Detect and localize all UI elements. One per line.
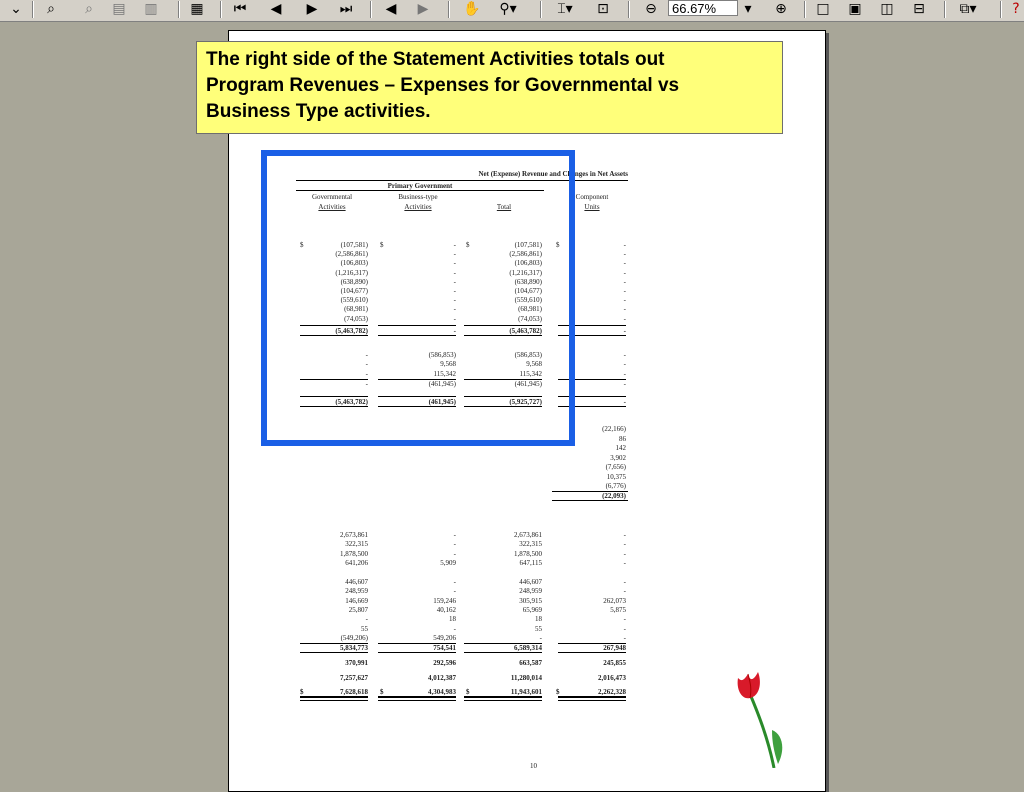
statement-cell: - <box>623 615 626 624</box>
statement-cell: - <box>623 277 626 286</box>
statement-cell: (2,586,861) <box>509 250 542 259</box>
statement-cell: 5,834,773 <box>340 644 368 652</box>
rotate-view-icon[interactable]: ⧉▾ <box>959 1 977 17</box>
statement-cell: - <box>623 540 626 549</box>
statement-cell: (638,890) <box>340 277 368 286</box>
component-cell: (22,166) <box>602 425 626 433</box>
dollar-sign: $ <box>556 241 560 249</box>
statement-cell: (107,581) <box>340 241 368 249</box>
statement-cell: 5,875 <box>610 605 626 614</box>
reflow-icon[interactable]: ⊟ <box>913 1 925 17</box>
statement-cell: - <box>453 305 456 314</box>
statement-cell: - <box>453 314 456 323</box>
statement-cell: - <box>365 380 368 388</box>
col-header-governmental: Governmental <box>311 193 353 201</box>
statement-cell: - <box>623 241 626 249</box>
statement-cell: (5,463,782) <box>335 327 368 335</box>
statement-cell: 4,012,387 <box>428 674 456 682</box>
statement-cell: - <box>365 360 368 369</box>
statement-cell: - <box>453 327 456 335</box>
statement-cell: (638,890) <box>514 277 542 286</box>
statement-cell: 663,587 <box>519 659 542 667</box>
statement-cell: (1,216,317) <box>509 268 542 277</box>
statement-cell: (107,581) <box>514 241 542 249</box>
statement-heading: Net (Expense) Revenue and Changes in Net Assets <box>478 170 628 178</box>
statement-cell: 9,568 <box>526 360 542 369</box>
statement-cell: (5,463,782) <box>335 398 368 406</box>
statement-cell: 267,948 <box>603 644 626 652</box>
statement-cell: 322,315 <box>519 540 542 549</box>
statement-cell: 2,016,473 <box>598 674 626 682</box>
statement-cell: 146,669 <box>345 596 368 605</box>
statement-cell: - <box>623 268 626 277</box>
statement-cell: - <box>623 305 626 314</box>
dollar-sign: $ <box>300 241 304 249</box>
statement-cell: - <box>453 259 456 268</box>
rule-line <box>558 652 626 653</box>
statement-cell: 2,673,861 <box>514 531 542 539</box>
statement-cell: 2,262,328 <box>598 688 626 696</box>
statement-cell: (68,981) <box>344 305 368 314</box>
rule-line <box>552 500 628 501</box>
col-header-activities-gov: Activities <box>318 203 346 211</box>
component-cell: 3,902 <box>610 453 626 462</box>
zoom-dropdown-icon[interactable]: ▾ <box>744 1 752 17</box>
callout-line-3: Business Type activities. <box>206 101 431 122</box>
statement-cell: 18 <box>535 615 542 624</box>
statement-cell: 11,280,014 <box>510 674 542 682</box>
statement-cell: - <box>453 287 456 295</box>
statement-cell: - <box>623 578 626 586</box>
statement-cell: (586,853) <box>514 351 542 359</box>
previous-page-icon[interactable]: ◀ <box>270 1 282 17</box>
statement-cell: 18 <box>449 615 456 624</box>
go-back-icon[interactable]: ◀ <box>385 1 397 17</box>
dollar-sign: $ <box>466 688 470 696</box>
statement-cell: 5,909 <box>440 558 456 567</box>
statement-cell: 1,878,500 <box>340 549 368 558</box>
statement-cell: - <box>623 549 626 558</box>
fit-page-icon[interactable]: ▣ <box>848 1 862 17</box>
statement-cell: - <box>453 250 456 259</box>
statement-cell: (106,803) <box>514 259 542 268</box>
col-header-units: Units <box>584 203 600 211</box>
rule-line <box>464 652 542 653</box>
statement-cell: - <box>623 327 626 335</box>
statement-cell: - <box>623 531 626 539</box>
statement-cell: - <box>623 287 626 295</box>
callout-line-2: Program Revenues – Expenses for Governmental vs <box>206 75 680 96</box>
statement-cell: 754,541 <box>433 644 456 652</box>
statement-cell: - <box>623 380 626 388</box>
statement-cell: 7,257,627 <box>340 674 368 682</box>
statement-cell: - <box>453 531 456 539</box>
statement-cell: 1,878,500 <box>514 549 542 558</box>
dollar-sign: $ <box>380 688 384 696</box>
statement-cell: 25,807 <box>348 605 368 614</box>
dollar-sign: $ <box>380 241 384 249</box>
statement-cell: - <box>623 624 626 633</box>
rule-line <box>300 652 368 653</box>
dollar-sign: $ <box>300 688 304 696</box>
statement-cell: 2,673,861 <box>340 531 368 539</box>
statement-cell: - <box>365 351 368 359</box>
component-cell: 142 <box>615 444 626 452</box>
help-icon[interactable]: ? <box>1012 1 1020 17</box>
statement-cell: 262,073 <box>603 596 626 605</box>
statement-cell: (559,610) <box>514 296 542 305</box>
chevron-down-icon[interactable]: ⌄ <box>10 1 22 17</box>
zoom-level-input[interactable]: 66.67% <box>668 0 738 16</box>
statement-cell: - <box>623 314 626 323</box>
statement-cell: - <box>453 277 456 286</box>
select-text-icon[interactable]: ⌶▾ <box>557 1 573 17</box>
statement-cell: (461,945) <box>428 380 456 388</box>
statement-cell: 370,991 <box>345 659 368 667</box>
fit-width-icon[interactable]: ◫ <box>880 1 894 17</box>
facing-pages-icon[interactable]: ▥ <box>144 1 158 17</box>
statement-cell: (586,853) <box>428 351 456 359</box>
component-cell: (6,776) <box>605 482 626 490</box>
statement-cell: (1,216,317) <box>335 268 368 277</box>
statement-cell: 446,607 <box>519 578 542 586</box>
statement-cell: 159,246 <box>433 596 456 605</box>
statement-cell: 292,596 <box>433 659 456 667</box>
statement-cell: 7,628,618 <box>340 688 368 696</box>
tulip-icon <box>728 668 788 768</box>
statement-cell: - <box>453 296 456 305</box>
actual-size-icon[interactable]: □ <box>816 1 830 17</box>
col-header-business-type: Business-type <box>398 193 438 201</box>
statement-cell: - <box>623 296 626 305</box>
rule-line <box>378 696 456 701</box>
statement-cell: - <box>453 624 456 633</box>
statement-cell: (461,945) <box>514 380 542 388</box>
statement-cell: 115,342 <box>519 369 542 378</box>
find-icon[interactable]: ⌕ <box>47 1 55 17</box>
statement-cell: - <box>365 369 368 378</box>
statement-cell: 55 <box>361 624 368 633</box>
first-page-icon[interactable]: ⏮ <box>233 1 247 17</box>
statement-cell: (104,677) <box>514 287 542 295</box>
component-cell: (7,656) <box>605 463 626 471</box>
component-cell: 10,375 <box>606 472 626 481</box>
statement-cell: (5,463,782) <box>509 327 542 335</box>
statement-cell: 65,969 <box>522 605 542 614</box>
statement-cell: - <box>623 633 626 642</box>
statement-cell: 248,959 <box>519 587 542 596</box>
callout-box <box>196 41 783 134</box>
statement-cell: - <box>539 633 542 642</box>
rule-line <box>378 652 456 653</box>
statement-cell: 647,115 <box>519 558 542 567</box>
statement-cell: (106,803) <box>340 259 368 268</box>
statement-cell: - <box>453 587 456 596</box>
statement-cell: (104,677) <box>340 287 368 295</box>
document-icon[interactable]: ▦ <box>190 1 204 17</box>
statement-cell: (461,945) <box>428 398 456 406</box>
statement-cell: - <box>623 398 626 406</box>
statement-cell: - <box>623 587 626 596</box>
statement-cell: - <box>623 369 626 378</box>
zoom-in-icon[interactable]: ⊕ <box>775 1 787 17</box>
go-forward-icon[interactable]: ▶ <box>417 1 429 17</box>
statement-cell: 4,304,983 <box>428 688 456 696</box>
statement-cell: 641,206 <box>345 558 368 567</box>
zoom-tool-icon[interactable]: ⚲▾ <box>499 1 517 17</box>
component-cell: 86 <box>619 434 626 443</box>
statement-cell: (74,053) <box>344 314 368 323</box>
statement-cell: - <box>623 558 626 567</box>
statement-cell: (559,610) <box>340 296 368 305</box>
zoom-out-icon[interactable]: ⊖ <box>645 1 657 17</box>
col-header-component: Component <box>575 193 609 201</box>
statement-cell: 115,342 <box>433 369 456 378</box>
statement-cell: - <box>623 360 626 369</box>
rule-line <box>464 696 542 701</box>
statement-cell: (68,981) <box>518 305 542 314</box>
dollar-sign: $ <box>466 241 470 249</box>
pdf-toolbar <box>0 0 1024 22</box>
rule-line <box>558 696 626 701</box>
page-number: 10 <box>530 762 537 770</box>
statement-cell: 245,855 <box>603 659 626 667</box>
statement-cell: 248,959 <box>345 587 368 596</box>
primary-government-label: Primary Government <box>387 182 453 190</box>
statement-cell: 6,589,314 <box>514 644 542 652</box>
statement-cell: (74,053) <box>518 314 542 323</box>
find-next-icon[interactable]: ⌕ <box>85 1 93 17</box>
dollar-sign: $ <box>556 688 560 696</box>
page-icon[interactable]: ▤ <box>112 1 126 17</box>
statement-cell: 322,315 <box>345 540 368 549</box>
rule-line <box>300 696 368 701</box>
statement-cell: - <box>365 615 368 624</box>
statement-cell: (2,586,861) <box>335 250 368 259</box>
statement-cell: - <box>453 549 456 558</box>
statement-cell: 40,162 <box>436 605 456 614</box>
statement-cell: - <box>623 250 626 259</box>
statement-cell: (549,206) <box>340 633 368 642</box>
statement-cell: - <box>453 540 456 549</box>
statement-cell: 549,206 <box>433 633 456 642</box>
highlight-box <box>261 150 575 446</box>
statement-cell: 11,943,601 <box>510 688 542 696</box>
component-total: (22,093) <box>602 492 626 500</box>
col-header-activities-bus: Activities <box>404 203 432 211</box>
statement-cell: 305,915 <box>519 596 542 605</box>
last-page-icon[interactable]: ⏭ <box>339 1 353 17</box>
statement-cell: - <box>453 578 456 586</box>
callout-line-1: The right side of the Statement Activities totals out <box>206 49 665 70</box>
statement-cell: - <box>623 351 626 359</box>
statement-cell: 9,568 <box>440 360 456 369</box>
statement-cell: - <box>453 268 456 277</box>
statement-cell: (5,925,727) <box>509 398 542 406</box>
statement-cell: - <box>623 259 626 268</box>
statement-cell: 55 <box>535 624 542 633</box>
statement-cell: - <box>453 241 456 249</box>
statement-cell: 446,607 <box>345 578 368 586</box>
snapshot-icon[interactable]: ⊡ <box>597 1 609 17</box>
col-header-total: Total <box>496 203 512 211</box>
next-page-icon[interactable]: ▶ <box>306 1 318 17</box>
hand-tool-icon[interactable]: ✋ <box>463 1 481 17</box>
